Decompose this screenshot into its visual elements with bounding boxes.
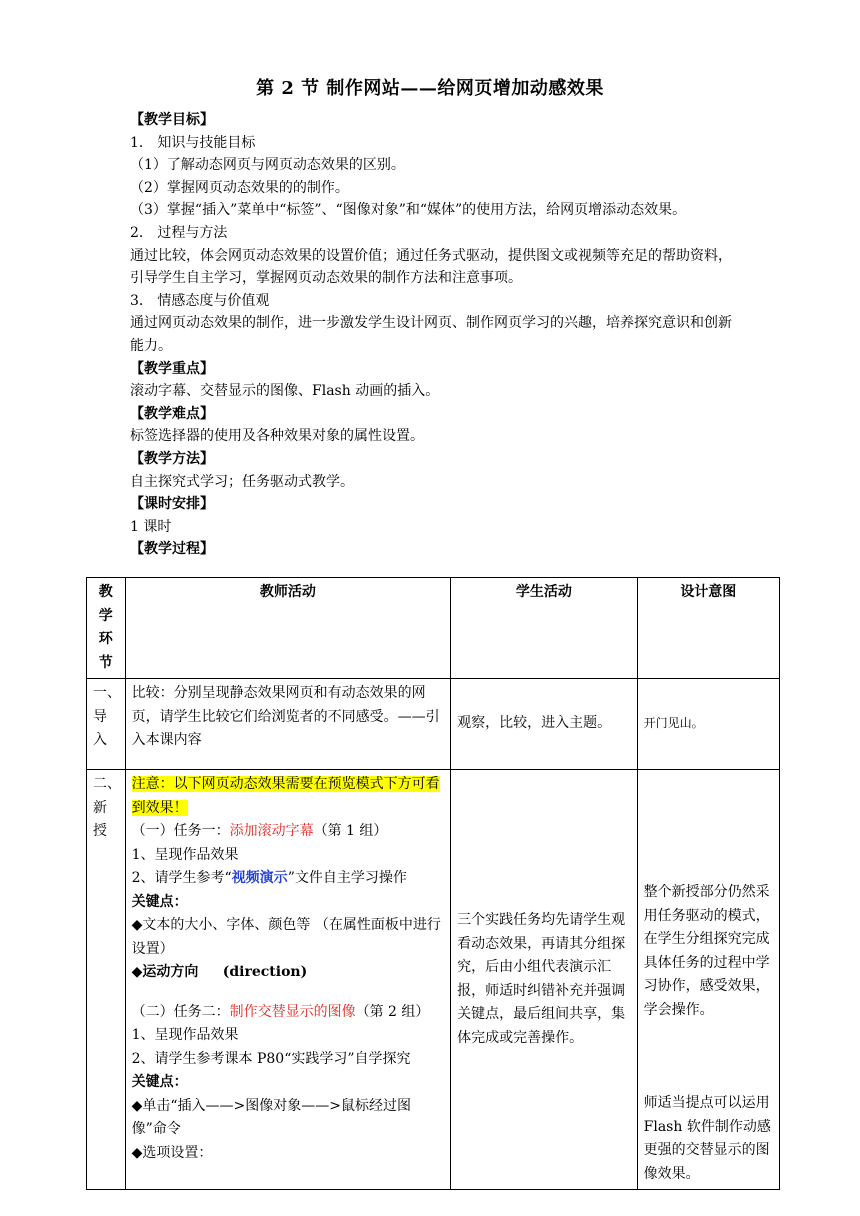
table-row — [87, 770, 780, 1190]
goal-1-3: （3）掌握“插入”菜单中“标签”、“图像对象”和“媒体”的使用方法，给网页增添动态效果。 — [130, 202, 687, 219]
header-stage: 教学环节 — [87, 578, 126, 679]
difficulties-heading: 【教学难点】 — [130, 405, 214, 422]
row1-intent — [637, 679, 779, 770]
table-header-row — [87, 578, 780, 679]
task1-step1: 1、呈现作品效果 — [131, 846, 239, 863]
row2-teacher — [125, 770, 451, 1190]
video-demo-link: 视频演示 — [231, 870, 288, 886]
goal-2-text: 通过比较，体会网页动态效果的设置价值；通过任务式驱动，提供图文或视频等充足的帮助资料，引导学生自主学习，掌握网页动态效果的制作方法和注意事项。 — [130, 247, 732, 287]
goal-3: 3． 情感态度与价值观 — [130, 292, 270, 309]
row1-intent-text: 开门见山。 — [643, 716, 704, 731]
task1-group: （第 1 组） — [313, 823, 388, 839]
teaching-process-table — [86, 577, 780, 1190]
task2-name: 制作交替显示的图像 — [229, 1003, 356, 1020]
spacer — [132, 985, 445, 1001]
goal-3-text: 通过网页动态效果的制作，进一步激发学生设计网页、制作网页学习的兴趣，培养探究意识和创新能力。 — [130, 315, 732, 354]
row2-stage: 二、新授 — [87, 770, 126, 1190]
methods-heading: 【教学方法】 — [130, 450, 214, 467]
key-points-text: 滚动字幕、交替显示的图像、Flash 动画的插入。 — [130, 383, 440, 400]
task1-name: 添加滚动字幕 — [229, 823, 314, 839]
header-intent: 设计意图 — [637, 578, 779, 679]
hours-text: 1 课时 — [130, 518, 172, 535]
goal-1-2: （2）掌握网页动态效果的的制作。 — [130, 179, 349, 196]
key-points-heading: 【教学重点】 — [130, 360, 214, 377]
row2-intent — [637, 770, 779, 1190]
task1-key-label: 关键点： — [131, 893, 188, 910]
task1-key2-b: (direction) — [222, 964, 308, 980]
task1-step2 — [132, 867, 445, 891]
table-row — [87, 679, 780, 770]
process-heading: 【教学过程】 — [130, 541, 214, 558]
row1-teacher: 比较：分别呈现静态效果网页和有动态效果的网页，请学生比较它们给浏览者的不同感受。——引入本课内容 — [125, 679, 451, 770]
task2-title — [132, 1001, 445, 1025]
task1-step2-a: 2、请学生参考“ — [131, 870, 232, 886]
task2-key-label: 关键点： — [131, 1074, 188, 1090]
spacer — [644, 773, 773, 881]
row1-stage: 一、导入 — [87, 679, 126, 770]
row2-student: 三个实践任务均先请学生观看动态效果，再请其分组探究，后由小组代表演示汇报，师适时纠错补充并强调关键点，最后组间共享，集体完成或完善操作。 — [451, 770, 637, 1190]
preview-note — [132, 773, 445, 820]
difficulties-text: 标签选择器的使用及各种效果对象的属性设置。 — [130, 428, 424, 445]
goal-1-1: （1）了解动态网页与网页动态效果的区别。 — [130, 157, 405, 174]
header-student: 学生活动 — [451, 578, 637, 679]
goals-heading: 【教学目标】 — [130, 112, 214, 128]
task1-title — [132, 820, 445, 844]
task1-prefix: （一）任务一： — [131, 823, 230, 839]
hours-heading: 【课时安排】 — [130, 496, 214, 513]
row1-student: 观察，比较，进入主题。 — [451, 679, 637, 770]
task2-prefix: （二）任务二： — [131, 1003, 230, 1020]
preview-note-text: 注意：以下网页动态效果需要在预览模式下方可看到效果！ — [131, 776, 440, 816]
task2-step2: 2、请学生参考课本 P80“实践学习”自学探究 — [131, 1050, 411, 1067]
lesson-plan-body — [130, 109, 740, 561]
methods-text: 自主探究式学习；任务驱动式教学。 — [130, 473, 354, 490]
task1-step2-b: ”文件自主学习操作 — [287, 870, 407, 886]
header-teacher: 教师活动 — [125, 578, 451, 679]
goal-1: 1． 知识与技能目标 — [130, 134, 256, 151]
task2-key1: ◆单击“插入——>图像对象——>鼠标经过图像”命令 — [131, 1097, 411, 1137]
task2-group: （第 2 组） — [355, 1003, 430, 1020]
task1-key1: ◆文本的大小、字体、颜色等 （在属性面板中进行设置） — [131, 917, 441, 957]
task1-key2 — [132, 961, 445, 985]
task2-step1: 1、呈现作品效果 — [131, 1027, 239, 1043]
task2-key2: ◆选项设置： — [131, 1144, 213, 1161]
spacer — [644, 1022, 773, 1092]
row2-intent-1: 整个新授部分仍然采用任务驱动的模式，在学生分组探究完成具体任务的过程中学习协作，感受效果，学会操作。 — [643, 884, 770, 1018]
task1-key2-a: ◆运动方向 — [131, 964, 199, 980]
row2-intent-2: 师适当提点可以运用 Flash 软件制作动感更强的交替显示的图像效果。 — [643, 1095, 771, 1182]
goal-2: 2． 过程与方法 — [130, 224, 228, 241]
page-title: 第 2 节 制作网站——给网页增加动感效果 — [256, 78, 604, 99]
